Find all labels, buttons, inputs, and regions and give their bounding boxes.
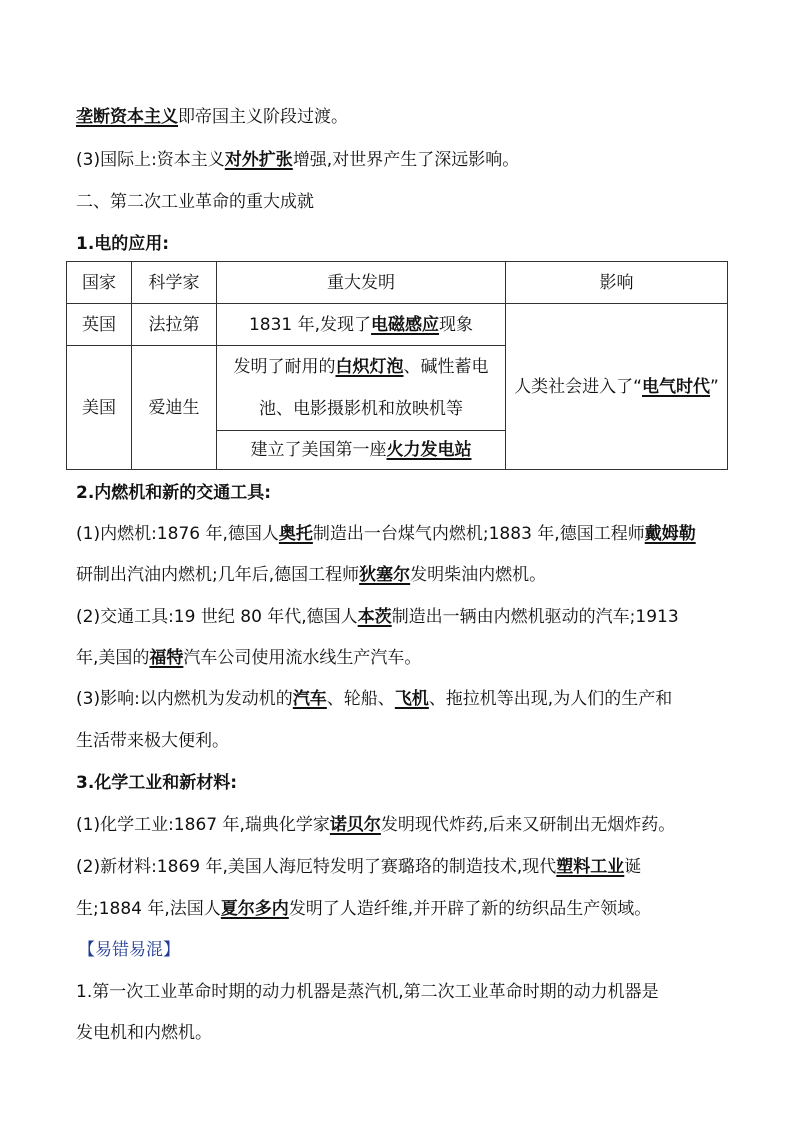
text: 发明了人造纤维,并开辟了新的纺织品生产领域。 — [288, 899, 652, 919]
key-term: 汽车 — [292, 689, 327, 709]
impact-cell — [506, 304, 728, 470]
text: 即帝国主义阶段过渡。 — [178, 107, 348, 127]
text: 增强,对世界产生了深远影响。 — [292, 150, 520, 170]
text: 年,美国的 — [76, 648, 150, 668]
paragraph-engine-line2 — [76, 563, 546, 587]
key-term: 电磁感应 — [371, 314, 440, 335]
text: 汽车公司使用流水线生产汽车。 — [183, 648, 422, 668]
text: 、碱性蓄电 — [403, 357, 489, 377]
text: 建立了美国第一座 — [250, 440, 387, 460]
text: 池、电影摄影机和放映机等 — [259, 399, 463, 419]
text: 生;1884 年,法国人 — [76, 899, 221, 919]
paragraph-impact-line1 — [76, 687, 672, 711]
text: 、拖拉机等出现,为人们的生产和 — [428, 689, 673, 709]
text: (1)化学工业:1867 年,瑞典化学家 — [76, 815, 330, 835]
text: 发电机和内燃机。 — [76, 1023, 212, 1043]
paragraph-monopoly — [76, 105, 348, 129]
key-term: 本茨 — [357, 607, 392, 627]
table-row — [67, 304, 728, 346]
key-term: 奥托 — [278, 524, 313, 544]
paragraph-transport-line2 — [76, 646, 421, 670]
scientist-cell: 法拉第 — [132, 304, 217, 346]
note-item-line1 — [76, 980, 659, 1004]
key-term: 戴姆勒 — [644, 524, 696, 544]
invention-cell — [217, 304, 506, 346]
text: (3)影响:以内燃机为发动机的 — [76, 689, 293, 709]
note-title: 【易错易混】 — [78, 940, 180, 960]
header-cell: 重大发明 — [217, 262, 506, 304]
text: 发明了耐用的 — [233, 357, 336, 377]
text: 1.第一次工业革命时期的动力机器是蒸汽机,第二次工业革命时期的动力机器是 — [76, 982, 659, 1002]
subsection-title-engine: 2.内燃机和新的交通工具: — [76, 483, 272, 503]
key-term: 火力发电站 — [386, 440, 472, 460]
country-cell: 美国 — [67, 346, 132, 470]
subsection-title-electricity: 1.电的应用: — [76, 234, 170, 254]
header-cell: 影响 — [506, 262, 728, 304]
electricity-table — [66, 261, 728, 470]
key-term: 狄塞尔 — [359, 565, 411, 585]
text: 、轮船、 — [326, 689, 395, 709]
text: ” — [710, 376, 719, 397]
paragraph-international — [76, 148, 519, 172]
key-term: 福特 — [149, 648, 184, 668]
paragraph-materials-line2 — [76, 897, 651, 921]
note-item-line2 — [76, 1021, 212, 1045]
paragraph-impact-line2 — [76, 729, 229, 753]
paragraph-chemistry — [76, 813, 675, 837]
key-term: 电气时代 — [642, 376, 710, 397]
invention-cell — [217, 431, 506, 470]
text: 发明柴油内燃机。 — [410, 565, 547, 585]
key-term: 白炽灯泡 — [335, 357, 404, 377]
text: 1831 年,发现了 — [248, 314, 372, 335]
text: 研制出汽油内燃机;几年后,德国工程师 — [76, 565, 360, 585]
key-term: 对外扩张 — [224, 150, 293, 170]
paragraph-transport-line1 — [76, 605, 679, 629]
country-cell: 英国 — [67, 304, 132, 346]
text: 发明现代炸药,后来又研制出无烟炸药。 — [380, 815, 676, 835]
key-term: 夏尔多内 — [220, 899, 289, 919]
text: 制造出一辆由内燃机驱动的汽车;1913 — [391, 607, 679, 627]
paragraph-engine-line1 — [76, 522, 696, 546]
text: (2)新材料:1869 年,美国人海厄特发明了赛璐珞的制造技术,现代 — [76, 857, 557, 877]
text: 人类社会进入了“ — [514, 376, 642, 397]
subsection-title-chemistry: 3.化学工业和新材料: — [76, 773, 238, 793]
key-term: 诺贝尔 — [329, 815, 381, 835]
text: (3)国际上:资本主义 — [76, 150, 225, 170]
text: (2)交通工具:19 世纪 80 年代,德国人 — [76, 607, 358, 627]
key-term: 塑料工业 — [556, 857, 625, 877]
invention-cell — [217, 346, 506, 431]
paragraph-materials-line1 — [76, 855, 641, 879]
scientist-cell: 爱迪生 — [132, 346, 217, 470]
text: 诞 — [624, 857, 642, 877]
key-term: 垄断资本主义 — [76, 107, 178, 127]
text: 现象 — [439, 314, 474, 335]
table-header-row — [67, 262, 728, 304]
key-term: 飞机 — [394, 689, 429, 709]
header-cell: 科学家 — [132, 262, 217, 304]
text: 生活带来极大便利。 — [76, 731, 229, 751]
header-cell: 国家 — [67, 262, 132, 304]
text: 制造出一台煤气内燃机;1883 年,德国工程师 — [312, 524, 645, 544]
text: (1)内燃机:1876 年,德国人 — [76, 524, 279, 544]
section-title: 二、第二次工业革命的重大成就 — [76, 192, 314, 212]
